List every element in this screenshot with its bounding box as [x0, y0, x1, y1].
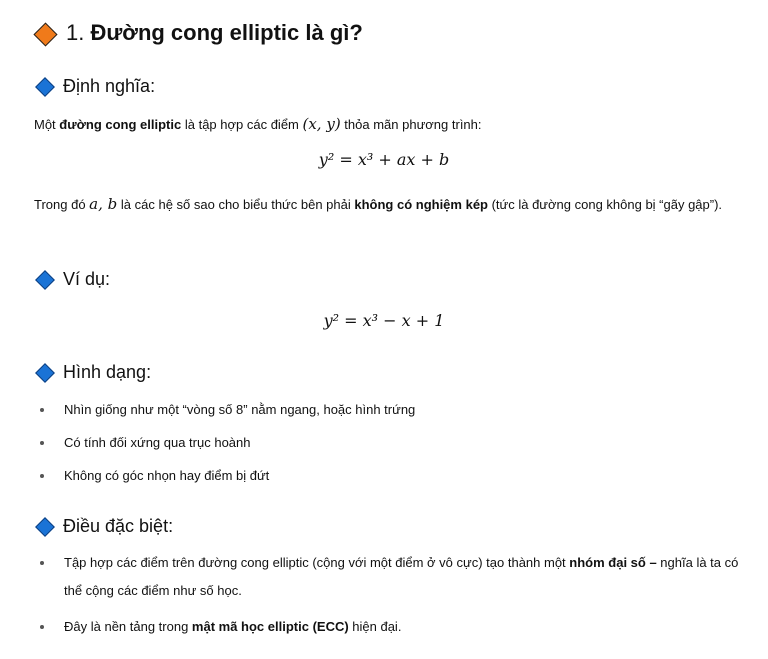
heading-text: Hình dạng:	[63, 362, 152, 382]
heading-text: Ví dụ:	[63, 269, 111, 289]
text: Trong đó	[34, 197, 90, 212]
blue-diamond-icon	[35, 77, 55, 97]
list-item: Không có góc nhọn hay điểm bị đứt	[36, 462, 415, 490]
bold-text: đường cong elliptic	[59, 117, 182, 132]
blue-diamond-icon	[35, 363, 55, 383]
definition-formula: y² = x³ + ax + b	[318, 150, 450, 169]
heading-example	[36, 269, 110, 290]
example-formula: y² = x³ − x + 1	[323, 311, 445, 330]
heading-special	[36, 516, 173, 537]
list-item: Nhìn giống như một “vòng số 8” nằm ngang, hoặc hình trứng	[36, 396, 415, 424]
text: Một	[34, 117, 60, 132]
math-inline: a, b	[89, 195, 118, 213]
shape-list	[36, 396, 415, 490]
orange-diamond-icon	[33, 22, 57, 46]
text: (tức là đường cong không bị “gãy gập”).	[487, 197, 723, 212]
heading-text: Điều đặc biệt:	[63, 516, 174, 536]
math-inline: (x, y)	[302, 115, 341, 133]
bold-text: mật mã học elliptic (ECC)	[191, 619, 349, 634]
bold-text: không có nghiệm kép	[354, 197, 488, 212]
text: là tập hợp các điểm	[181, 117, 303, 132]
title-number: 1.	[66, 20, 85, 45]
text: nghĩa là ta có thể cộng các điểm như số học.	[64, 555, 739, 598]
text: là các hệ số sao cho biểu thức bên phải	[120, 197, 355, 212]
title-text: Đường cong elliptic là gì?	[90, 20, 363, 45]
text: Tập hợp các điểm trên đường cong elliptic (cộng với một điểm ở vô cực) tạo thành một	[64, 555, 570, 570]
special-list	[36, 549, 756, 641]
bold-text: nhóm đại số –	[569, 555, 657, 570]
blue-diamond-icon	[35, 270, 55, 290]
text: thỏa mãn phương trình:	[340, 117, 482, 132]
blue-diamond-icon	[35, 517, 55, 537]
list-item	[36, 613, 756, 641]
list-item	[36, 549, 756, 605]
text: Đây là nền tảng trong	[64, 619, 192, 634]
list-item: Có tính đối xứng qua trục hoành	[36, 429, 415, 457]
definition-paragraph	[34, 111, 482, 138]
page-title	[35, 20, 363, 46]
heading-definition	[36, 76, 155, 97]
heading-text: Định nghĩa:	[63, 76, 156, 96]
text: hiện đại.	[348, 619, 402, 634]
heading-shape	[36, 362, 151, 383]
coefficients-paragraph	[34, 191, 754, 218]
